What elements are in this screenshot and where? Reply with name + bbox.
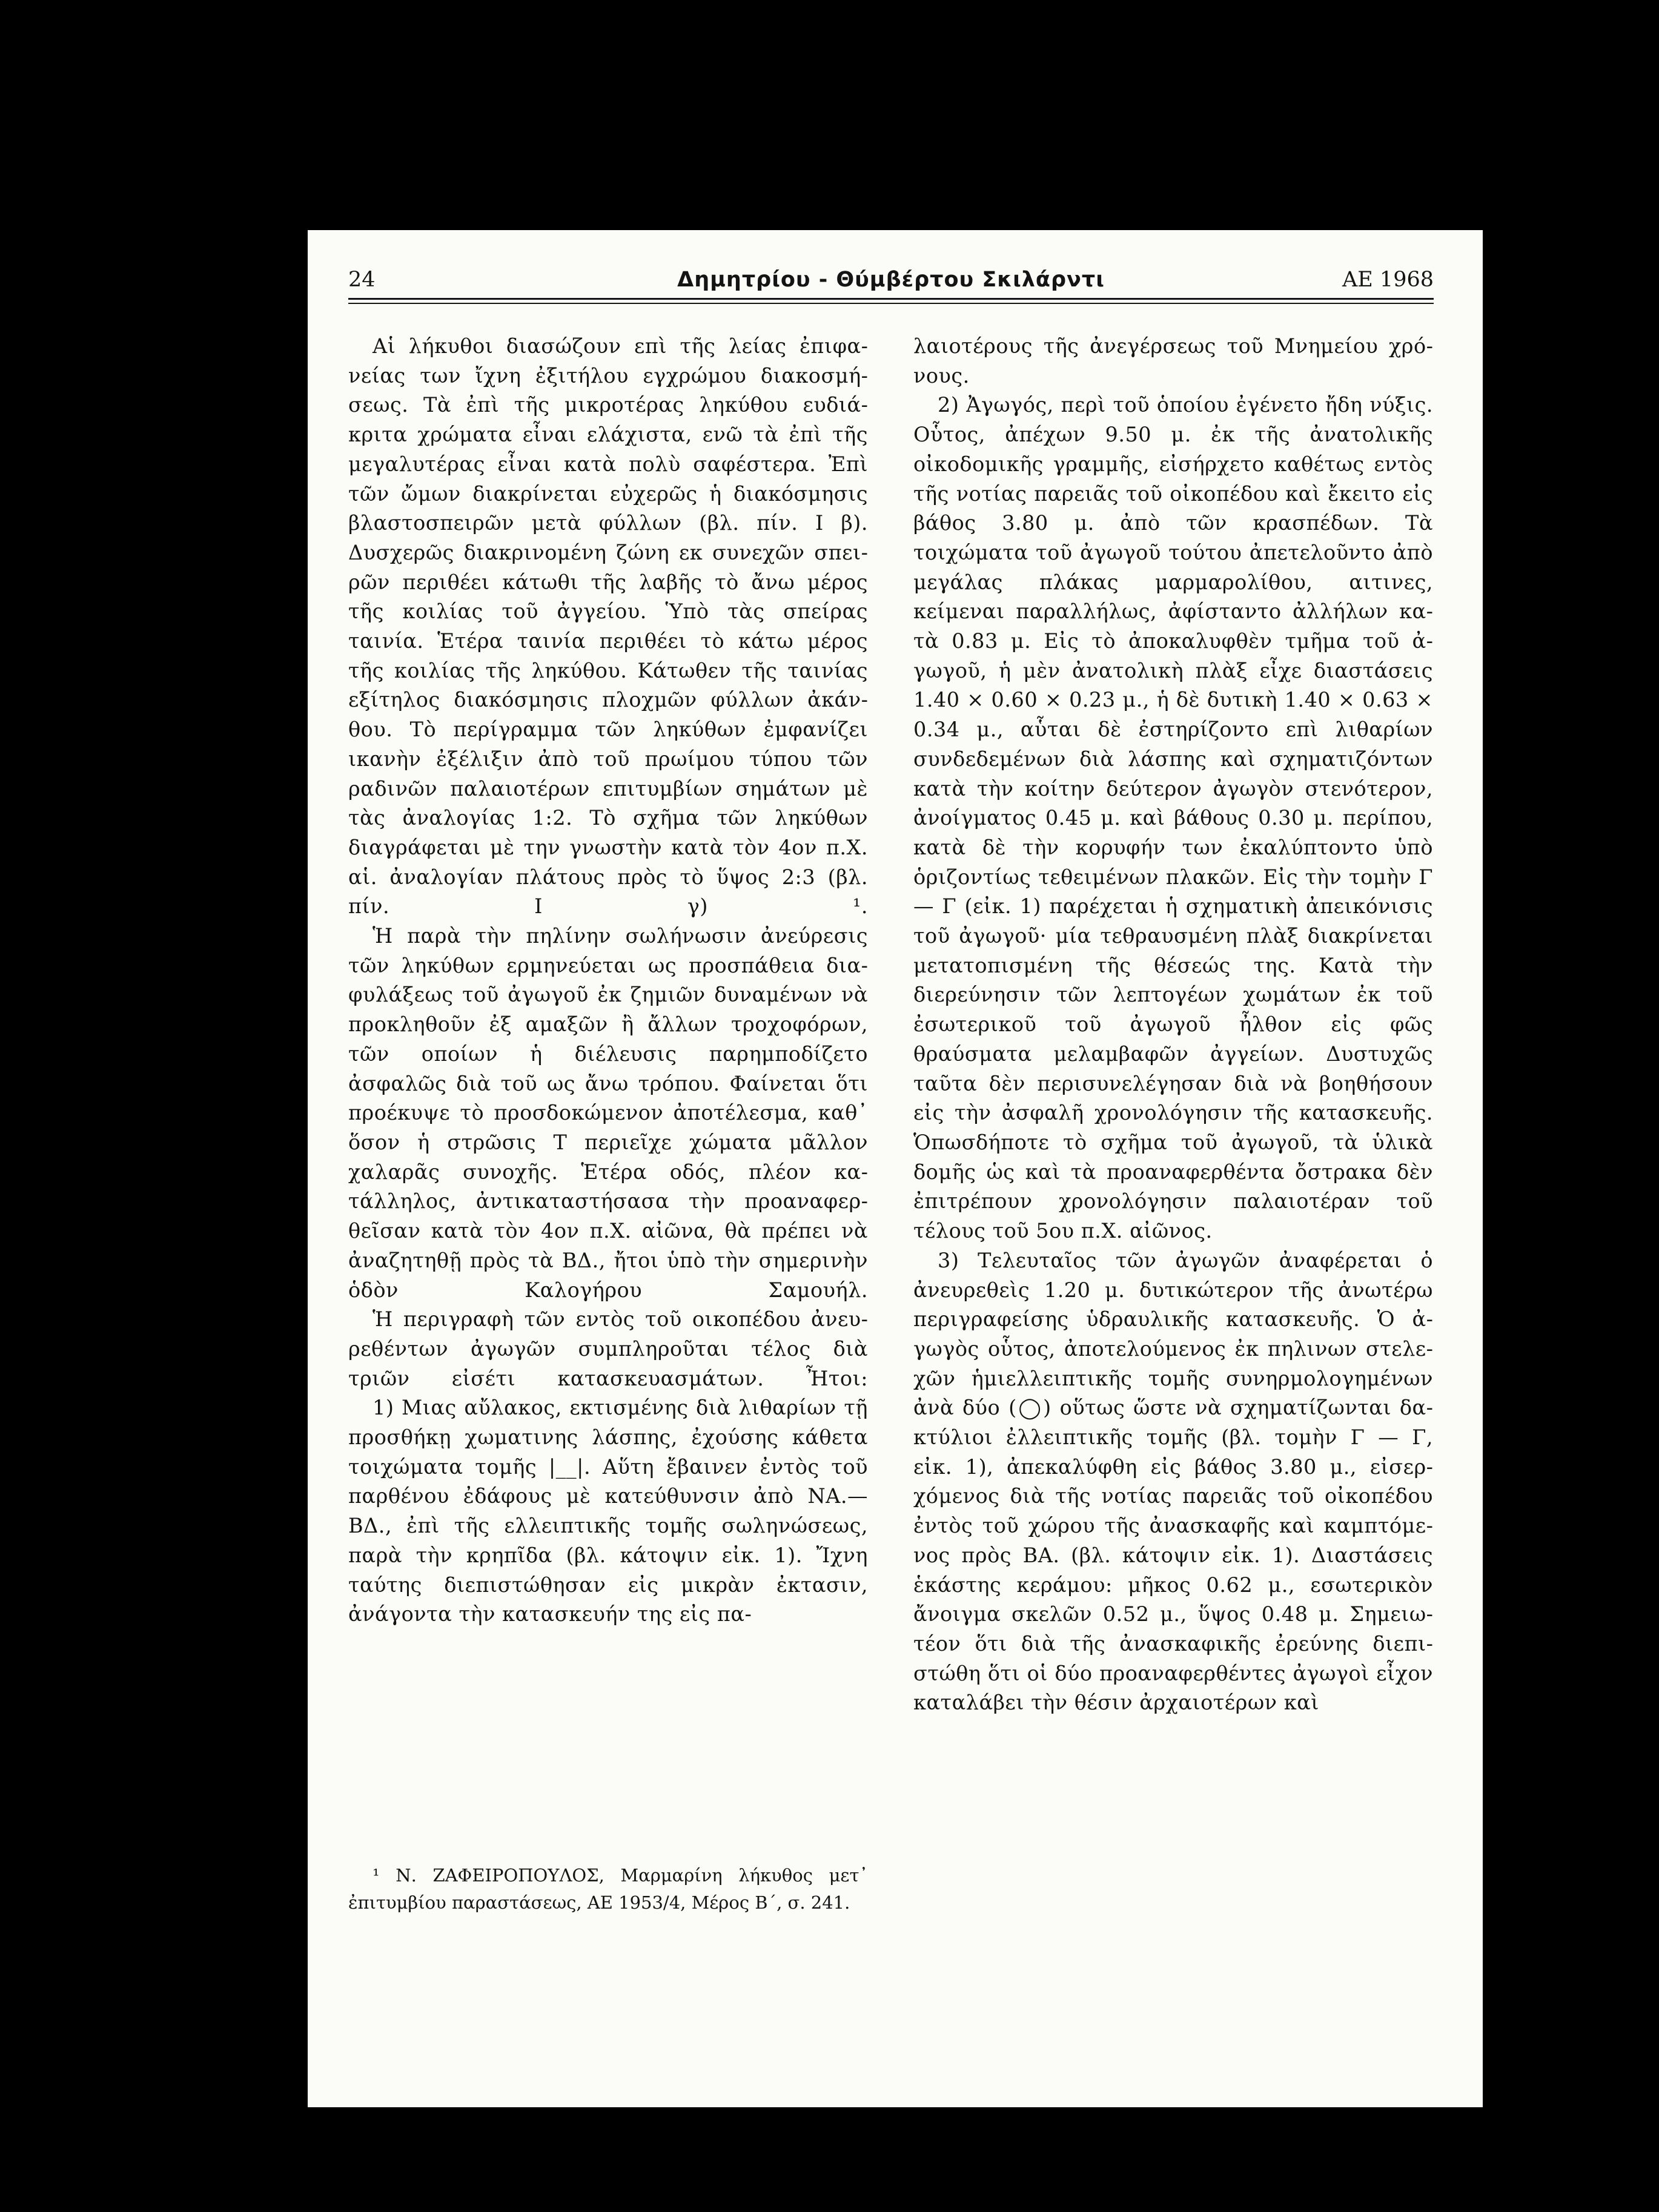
journal-reference: ΑΕ 1968 <box>1342 268 1434 292</box>
left-column <box>348 332 868 1629</box>
header-rule <box>348 298 1434 300</box>
page-number: 24 <box>348 268 376 292</box>
paragraph: 3) Τελευταῖος τῶν ἀγωγῶν ἀναφέρεται ὁ ἀνευρεθεὶς 1.20 μ. δυτικώτερον τῆς ἀνωτέρω περιγραφείσης ὑδραυλικῆς κατασκευῆς. Ὁ ἀγωγὸς οὗτος, ἀποτελούμενος ἐκ πηλινων στελεχῶν ἡμιελλειπτικῆς τομῆς συνηρμολογημένων ἀνὰ δύο (◯) οὕτως ὥστε νὰ σχηματίζωνται δακτύλιοι ἐλλειπτικῆς τομῆς (βλ. τομὴν Γ — Γ, εἰκ. 1), ἀπεκαλύφθη εἰς βάθος 3.80 μ., εἰσερχόμενος διὰ τῆς νοτίας παρειᾶς τοῦ οἰκοπέδου ἐντὸς τοῦ χώρου τῆς ἀνασκαφῆς καὶ καμπτόμενος πρὸς ΒΑ. (βλ. κάτοψιν εἰκ. 1). Διαστάσεις ἑκάστης κεράμου: μῆκος 0.62 μ., εσωτερικὸν ἄνοιγμα σκελῶν 0.52 μ., ὕψος 0.48 μ. Σημειωτέον ὅτι διὰ τῆς ἀνασκαφικῆς ἐρεύνης διεπιστώθη ὅτι οἱ δύο προαναφερθέντες ἀγωγοὶ εἶχον καταλάβει τὴν θέσιν ἀρχαιοτέρων καὶ <box>913 1248 1433 1715</box>
running-header <box>348 262 1434 298</box>
paragraph: 2) Ἀγωγός, περὶ τοῦ ὁποίου ἐγένετο ἤδη νύξις. Οὗτος, ἀπέχων 9.50 μ. ἐκ τῆς ἀνατολικῆς οἰκοδομικῆς γραμμῆς, εἰσήρχετο καθέτως εντὸς τῆς νοτίας παρειᾶς τοῦ οἰκοπέδου καὶ ἔκειτο εἰς βάθος 3.80 μ. ἀπὸ τῶν κρασπέδων. Τὰ τοιχώματα τοῦ ἀγωγοῦ τούτου ἀπετελοῦντο ἀπὸ μεγάλας πλάκας μαρμαρολίθου, αιτινες, κείμεναι παραλλήλως, ἀφίσταντο ἀλλήλων κατὰ 0.83 μ. Εἰς τὸ ἀποκαλυφθὲν τμῆμα τοῦ ἀγωγοῦ, ἡ μὲν ἀνατολικὴ πλὰξ εἶχε διαστάσεις 1.40 × 0.60 × 0.23 μ., ἡ δὲ δυτικὴ 1.40 × 0.63 × 0.34 μ., αὗται δὲ ἐστηρίζοντο επὶ λιθαρίων συνδεδεμένων διὰ λάσπης καὶ σχηματιζόντων κατὰ τὴν κοίτην δεύτερον ἀγωγὸν στενότερον, ἀνοίγματος 0.45 μ. καὶ βάθους 0.30 μ. περίπου, κατὰ δὲ τὴν κορυφήν των ἐκαλύπτοντο ὑπὸ ὁριζοντίως τεθειμένων πλακῶν. Εἰς τὴν τομὴν Γ — Γ (εἰκ. 1) παρέχεται ἡ σχηματικὴ ἀπεικόνισις τοῦ ἀγωγοῦ· μία τεθραυσμένη πλὰξ διακρίνεται μετατοπισμένη τῆς θέσεώς της. Κατὰ τὴν διερεύνησιν τῶν λεπτογέων χωμάτων ἐκ τοῦ ἐσωτερικοῦ τοῦ ἀγωγοῦ ἦλθον εἰς φῶς θραύσματα μελαμβαφῶν ἀγγείων. Δυστυχῶς ταῦτα δὲν περισυνελέγησαν διὰ νὰ βοηθήσουν εἰς τὴν ἀσφαλῆ χρονολόγησιν τῆς κατασκευῆς. Ὁπωσδήποτε τὸ σχῆμα τοῦ ἀγωγοῦ, τὰ ὑλικὰ δομῆς ὡς καὶ τὰ προαναφερθέντα ὄστρακα δὲν ἐπιτρέπουν χρονολόγησιν παλαιοτέραν τοῦ τέλους τοῦ 5ου π.Χ. αἰῶνος. <box>913 393 1433 1243</box>
running-title: Δημητρίου - Θύμβέρτου Σκιλάρντι <box>677 268 1105 292</box>
paragraph: Ἡ παρὰ τὴν πηλίνην σωλήνωσιν ἀνεύρεσις τῶν ληκύθων ερμηνεύεται ως προσπάθεια διαφυλάξεως τοῦ ἀγωγοῦ ἐκ ζημιῶν δυναμένων νὰ προκληθοῦν ἐξ αμαξῶν ἢ ἄλλων τροχοφόρων, τῶν οποίων ἡ διέλευσις παρημποδίζετο ἀσφαλῶς διὰ τοῦ ως ἄνω τρόπου. Φαίνεται ὅτι προέκυψε τὸ προσδοκώμενον ἀποτέλεσμα, καθ᾿ ὅσον ἡ στρῶσις Τ περιεῖχε χώματα μᾶλλον χαλαρᾶς συνοχῆς. Ἑτέρα οδός, πλέον κατάλληλος, ἀντικαταστήσασα τὴν προαναφερθεῖσαν κατὰ τὸν 4ον π.Χ. αἰῶνα, θὰ πρέπει νὰ ἀναζητηθῇ πρὸς τὰ ΒΔ., ἤτοι ὑπὸ τὴν σημερινὴν ὁδὸν Καλογήρου Σαμουήλ. <box>348 924 868 1302</box>
header-rule-thin <box>348 303 1434 304</box>
footnote-text: ¹ Ν. ΖΑΦΕΙΡΟΠΟΥΛΟΣ, Μαρμαρίνη λήκυθος μετ᾿ ἐπιτυμβίου παραστάσεως, ΑΕ 1953/4, Μέρος Β΄, σ. 241. <box>348 1865 868 1913</box>
paragraph: λαιοτέρους τῆς ἀνεγέρσεως τοῦ Μνημείου χρόνους. <box>913 334 1433 388</box>
paragraph: 1) Μιας αὔλακος, εκτισμένης διὰ λιθαρίων τῇ προσθήκῃ χωματινης λάσπης, ἐχούσης κάθετα τοιχώματα τομῆς |__|. Αὕτη ἔβαινεν ἐντὸς τοῦ παρθένου ἐδάφους μὲ κατεύθυνσιν ἀπὸ ΝΑ.—ΒΔ., ἐπὶ τῆς ελλειπτικῆς τομῆς σωληνώσεως, παρὰ τὴν κρηπῖδα (βλ. κάτοψιν εἰκ. 1). Ἴχνη ταύτης διεπιστώθησαν εἰς μικρὰν ἐκτασιν, ἀνάγοντα τὴν κατασκευήν της εἰς πα- <box>348 1396 868 1626</box>
right-column <box>913 332 1433 1718</box>
paragraph: Ἡ περιγραφὴ τῶν εντὸς τοῦ οικοπέδου ἀνευρεθέντων ἀγωγῶν συμπληροῦται τέλος διὰ τριῶν εἰσέτι κατασκευασμάτων. Ἦτοι: <box>348 1307 868 1390</box>
footnote <box>348 1862 868 1916</box>
paragraph: Αἱ λήκυθοι διασώζουν επὶ τῆς λείας ἐπιφανείας των ἴχνη ἐξιτήλου εγχρώμου διακοσμήσεως. Τὰ ἐπὶ τῆς μικροτέρας ληκύθου ευδιάκριτα χρώματα εἶναι ελάχιστα, ενῶ τὰ ἐπὶ τῆς μεγαλυτέρας εἶναι κατὰ πολὺ σαφέστερα. Ἐπὶ τῶν ὤμων διακρίνεται εὐχερῶς ἡ διακόσμησις βλαστοσπειρῶν μετὰ φύλλων (βλ. πίν. Ι β). Δυσχερῶς διακρινομένη ζώνη εκ συνεχῶν σπειρῶν περιθέει κάτωθι τῆς λαβῆς τὸ ἄνω μέρος τῆς κοιλίας τοῦ ἀγγείου. Ὑπὸ τὰς σπείρας ταινία. Ἑτέρα ταινία περιθέει τὸ κάτω μέρος τῆς κοιλίας τῆς ληκύθου. Κάτωθεν τῆς ταινίας εξίτηλος διακόσμησις πλοχμῶν φύλλων ἀκάνθου. Τὸ περίγραμμα τῶν ληκύθων ἐμφανίζει ικανὴν ἐξέλιξιν ἀπὸ τοῦ πρωίμου τύπου τῶν ραδινῶν παλαιοτέρων επιτυμβίων σημάτων μὲ τὰς ἀναλογίας 1:2. Τὸ σχῆμα τῶν ληκύθων διαγράφεται μὲ την γνωστὴν κατὰ τὸν 4ον π.Χ. αἱ. ἀναλογίαν πλάτους πρὸς τὸ ὕψος 2:3 (βλ. πίν. Ι γ) ¹. <box>348 334 868 919</box>
